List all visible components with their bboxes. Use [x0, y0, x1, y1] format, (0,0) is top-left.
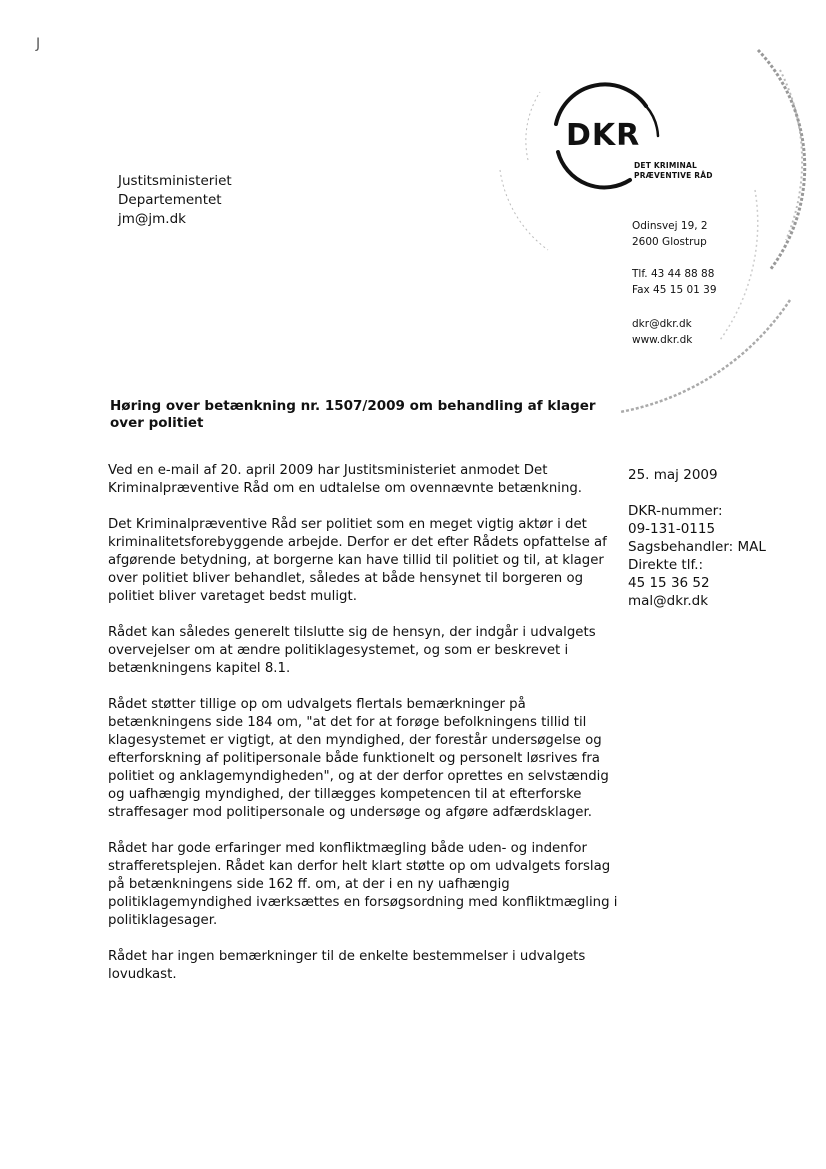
direct-phone: 45 15 36 52 — [628, 575, 710, 591]
direct-phone-label: Direkte tlf.: — [628, 557, 704, 573]
recipient-email: jm@jm.dk — [118, 211, 186, 227]
sender-address: Odinsvej 19, 2 2600 Glostrup — [632, 220, 708, 248]
sender-website: www.dkr.dk — [632, 334, 693, 346]
organization-name: DET KRIMINAL PRÆVENTIVE RÅD — [634, 161, 713, 180]
case-number-label: DKR-nummer: — [628, 503, 723, 519]
direct-email: mal@dkr.dk — [628, 593, 709, 609]
logo-text: DKR — [566, 118, 641, 153]
case-number: 09-131-0115 — [628, 521, 716, 537]
phone-number: Tlf. 43 44 88 88 — [632, 268, 715, 280]
case-handler: Sagsbehandler: MAL — [628, 539, 766, 555]
scan-mark: J — [36, 36, 41, 52]
body-paragraph: Rådet støtter tillige op om udvalgets flertals bemærkninger på betænkningens side 184 om, "at det for at forøge befolkningens tillid til klagesystemet er vigtigt, at den myndighed, der forestår undersøgelse og efterforskning af politipersonale både funktionelt og personelt løsrives fra politiet og anklagemyndigheden", og at der derfor oprettes en selvstændig og uafhængig myndighed, der tillægges kompetencen til at efterforske straffesager mod politipersonale og undersøge og afgøre adfærdsklager. — [108, 697, 609, 820]
sender-email: dkr@dkr.dk — [632, 318, 692, 330]
recipient-line: Departementet — [118, 192, 222, 208]
body-paragraph: Rådet har ingen bemærkninger til de enkelte bestemmelser i udvalgets lovudkast. — [108, 949, 586, 982]
sender-online — [632, 316, 692, 348]
body-paragraph: Det Kriminalpræventive Råd ser politiet som en meget vigtig aktør i det kriminalitetsforebyggende arbejde. Derfor er det efter Rådets opfattelse af afgørende betydning, at borgerne kan have tillid til politiet og til, at klager over politiet bliver behandlet, således at både hensynet til borgeren og politiet bliver varetaget bedst muligt. — [108, 517, 607, 604]
letter-date: 25. maj 2009 — [628, 467, 718, 483]
recipient-line: Justitsministeriet — [118, 173, 232, 189]
sender-phone-fax — [632, 266, 717, 298]
letter-subject: Høring over betænkning nr. 1507/2009 om behandling af klager over politiet — [110, 398, 596, 431]
fax-number: Fax 45 15 01 39 — [632, 284, 717, 296]
letter-body — [108, 462, 618, 1002]
body-paragraph: Rådet kan således generelt tilslutte sig de hensyn, der indgår i udvalgets overvejelser om at ændre politiklagesystemet, og som er beskrevet i betænkningens kapitel 8.1. — [108, 625, 596, 676]
recipient-address — [118, 172, 232, 229]
body-paragraph: Rådet har gode erfaringer med konfliktmægling både uden- og indenfor strafferetsplejen. Rådet kan derfor helt klart støtte op om udvalgets forslag på betænkningens side 162 ff. om, at der i en ny uafhængig politiklagemyndighed iværksættes en forsøgsordning med konfliktmægling i politiklagesager. — [108, 841, 618, 928]
body-paragraph: Ved en e-mail af 20. april 2009 har Justitsministeriet anmodet Det Kriminalpræventive Råd om en udtalelse om ovennævnte betænkning. — [108, 463, 583, 496]
reference-sidebar — [628, 466, 818, 610]
